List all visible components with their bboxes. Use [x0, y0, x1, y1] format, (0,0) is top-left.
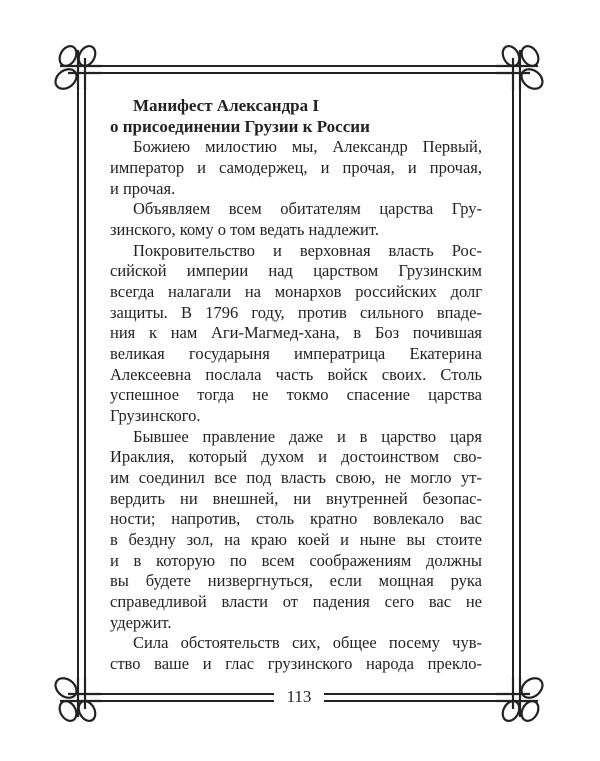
- text-line: ния к нам Аги-Магмед-хана, в Боз почившая: [110, 323, 482, 343]
- text-line: сийской империи над царством Грузинским: [110, 261, 482, 281]
- text-line: успешное тогда не токмо спасение царства: [110, 385, 482, 405]
- corner-knot-icon: [496, 26, 560, 90]
- text-line: Бывшее правление даже и в царство царя: [133, 426, 482, 446]
- text-line: Грузинского.: [110, 406, 201, 426]
- title-line: о присоединении Грузии к России: [110, 116, 370, 136]
- frame-border-right: [512, 65, 521, 702]
- text-line: император и самодержец, и прочая, и прочая,: [110, 158, 482, 178]
- text-line: Объявляем всем обитателям царства Гру-: [133, 199, 482, 219]
- text-line: защиты. В 1796 году, против сильного впаде-: [110, 302, 482, 322]
- text-line: Ираклия, который духом и достоинством сво-: [110, 447, 482, 467]
- frame-border-top: [78, 65, 520, 74]
- text-line: удержит.: [110, 612, 172, 632]
- text-line: Покровительство и верховная власть Рос-: [133, 240, 482, 260]
- text-line: в бездну зол, на краю коей и ныне вы стоите: [110, 530, 482, 550]
- text-line: Сила обстоятельств сих, общее посему чув-: [133, 633, 482, 653]
- text-line: зинского, кому о том ведать надлежит.: [110, 220, 379, 240]
- title-line: Манифест Александра I: [133, 96, 319, 115]
- text-line: великая государыня императрица Екатерина: [110, 344, 482, 364]
- text-line: вердить ни внешней, ни внутренней безопас-: [110, 488, 482, 508]
- text-block: [110, 96, 482, 675]
- page-number-row: [78, 684, 520, 710]
- corner-knot-icon: [38, 26, 102, 90]
- text-line: справедливой власти от падения сего вас не: [110, 592, 482, 612]
- frame-border-left: [77, 65, 86, 702]
- text-line: ство ваше и глас грузинского народа прекло-: [110, 654, 482, 674]
- page-number: 113: [274, 684, 325, 710]
- text-line: и в которую по всем соображениям должны: [110, 550, 482, 570]
- text-line: ности; напротив, столь кратно вовлекало вас: [110, 509, 482, 529]
- text-line: всегда налагали на монархов российских долг: [110, 282, 482, 302]
- text-line: вы будете низвергнуться, если мощная рука: [110, 571, 482, 591]
- text-line: им соединил все под власть свою, не могло ут-: [110, 468, 482, 488]
- text-line: и прочая.: [110, 178, 176, 198]
- text-line: Алексеевна послала часть войск своих. Столь: [110, 364, 482, 384]
- text-line: Божиею милостию мы, Александр Первый,: [133, 137, 482, 157]
